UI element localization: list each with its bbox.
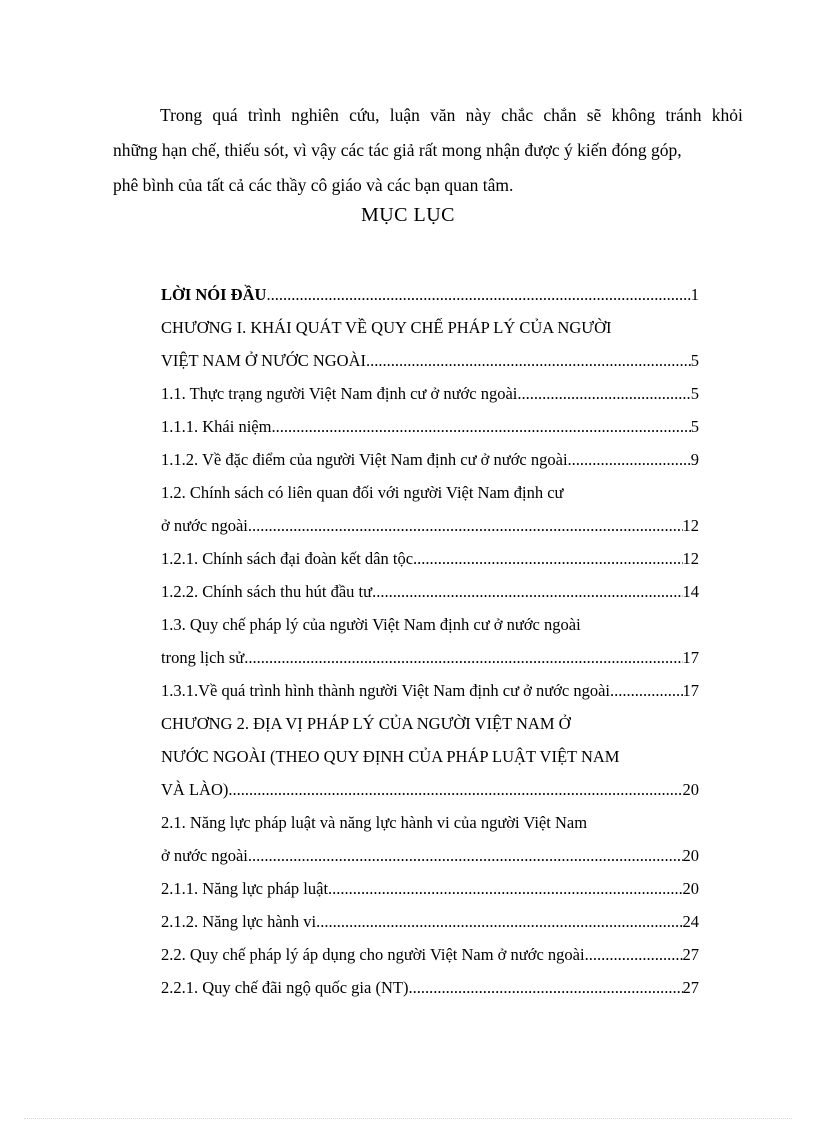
dot-leader	[372, 575, 682, 608]
intro-word: nghiên	[291, 105, 339, 125]
toc-entry[interactable]	[161, 476, 699, 509]
intro-word: trình	[247, 105, 281, 125]
toc-entry-title: 2.2.1. Quy chế đãi ngộ quốc gia (NT)	[161, 978, 409, 997]
toc-page-number: 1	[690, 285, 699, 304]
toc-entry-title: 1.2.1. Chính sách đại đoàn kết dân tộc	[161, 549, 414, 568]
toc-entry-title: 1.1.1. Khái niệm	[161, 417, 272, 436]
toc-entry[interactable]	[161, 641, 699, 674]
toc-entry-title: 1.2. Chính sách có liên quan đối với người Việt Nam định cư	[161, 483, 564, 502]
intro-line	[113, 98, 743, 133]
intro-word: quá	[212, 105, 238, 125]
toc-entry[interactable]	[161, 509, 699, 542]
toc-entry-title: 2.1. Năng lực pháp luật và năng lực hành vi của người Việt Nam	[161, 813, 588, 832]
toc-page-number: 12	[682, 516, 699, 535]
dot-leader	[244, 641, 682, 674]
toc-page-number: 5	[690, 384, 699, 403]
page-divider	[24, 1118, 792, 1119]
toc-entry[interactable]	[161, 938, 699, 971]
dot-leader	[585, 938, 683, 971]
toc-entry[interactable]	[161, 905, 699, 938]
dot-leader	[408, 971, 682, 1004]
dot-leader	[328, 872, 682, 905]
toc-page-number: 27	[682, 945, 699, 964]
toc-entry-title: 2.1.2. Năng lực hành vi	[161, 912, 317, 931]
toc-page-number: 27	[682, 978, 699, 997]
dot-leader	[517, 377, 690, 410]
toc-entry-title: VIỆT NAM Ở NƯỚC NGOÀI	[161, 351, 366, 370]
toc-page-number: 5	[690, 417, 699, 436]
toc-entry-title: trong lịch sử	[161, 648, 245, 667]
dot-leader	[248, 839, 683, 872]
intro-word: luận	[389, 105, 420, 125]
toc-page-number: 20	[682, 780, 699, 799]
toc-entry[interactable]	[161, 707, 699, 740]
intro-line: phê bình của tất cả các thầy cô giáo và các bạn quan tâm.	[113, 175, 514, 195]
toc-page-number: 5	[690, 351, 699, 370]
toc-page-number: 14	[682, 582, 699, 601]
intro-word: văn	[430, 105, 456, 125]
dot-leader	[316, 905, 682, 938]
dot-leader	[413, 542, 682, 575]
toc-entry-title: ở nước ngoài	[161, 516, 248, 535]
intro-word: khỏi	[711, 105, 743, 125]
toc-entry[interactable]	[161, 542, 699, 575]
toc-page-number: 20	[682, 879, 699, 898]
dot-leader	[568, 443, 691, 476]
toc-page-number: 12	[682, 549, 699, 568]
toc-page-number: 9	[690, 450, 699, 469]
toc-entry[interactable]	[161, 344, 699, 377]
toc-entry[interactable]	[161, 806, 699, 839]
toc-page-number: 24	[682, 912, 699, 931]
toc-entry-title: 1.1.2. Về đặc điểm của người Việt Nam định cư ở nước ngoài	[161, 450, 568, 469]
toc-entry-title: VÀ LÀO)	[161, 780, 229, 799]
toc-entry[interactable]	[161, 773, 699, 806]
toc-entry-title: LỜI NÓI ĐẦU	[161, 285, 267, 304]
intro-word: Trong	[160, 105, 203, 125]
toc-entry[interactable]	[161, 839, 699, 872]
toc-entry[interactable]	[161, 311, 699, 344]
toc-entry[interactable]	[161, 608, 699, 641]
toc-entry[interactable]	[161, 410, 699, 443]
toc-entry-title: ở nước ngoài	[161, 846, 248, 865]
dot-leader	[366, 344, 691, 377]
dot-leader	[271, 410, 690, 443]
toc-entry[interactable]	[161, 377, 699, 410]
toc-entry[interactable]	[161, 443, 699, 476]
toc-entry-title: 1.3. Quy chế pháp lý của người Việt Nam định cư ở nước ngoài	[161, 615, 581, 634]
toc-page-number: 17	[682, 648, 699, 667]
dot-leader	[228, 773, 682, 806]
intro-word: chắc	[501, 105, 534, 125]
toc-entry[interactable]	[161, 971, 699, 1004]
toc-page-number: 17	[682, 681, 699, 700]
dot-leader	[266, 278, 690, 311]
intro-word: không	[611, 105, 656, 125]
toc-entry[interactable]	[161, 872, 699, 905]
dot-leader	[610, 674, 682, 707]
toc-page-number: 20	[682, 846, 699, 865]
toc-entry-title: 1.1. Thực trạng người Việt Nam định cư ở nước ngoài	[161, 384, 518, 403]
toc-entry-title: 1.3.1.Về quá trình hình thành người Việt Nam định cư ở nước ngoài	[161, 681, 611, 700]
toc-entry-title: CHƯƠNG 2. ĐỊA VỊ PHÁP LÝ CỦA NGƯỜI VIỆT NAM Ở	[161, 714, 571, 733]
intro-word: sẽ	[586, 105, 602, 125]
toc-entry-title: CHƯƠNG I. KHÁI QUÁT VỀ QUY CHẾ PHÁP LÝ CỦA NGƯỜI	[161, 318, 612, 337]
dot-leader	[248, 509, 683, 542]
toc-entry[interactable]	[161, 278, 699, 311]
toc-entry[interactable]	[161, 740, 699, 773]
intro-line: những hạn chế, thiếu sót, vì vậy các tác giả rất mong nhận được ý kiến đóng góp,	[113, 140, 682, 160]
intro-word: tránh	[665, 105, 702, 125]
intro-word: này	[465, 105, 491, 125]
intro-word: chắn	[543, 105, 577, 125]
intro-paragraph	[113, 98, 743, 203]
table-of-contents	[161, 278, 699, 1004]
toc-heading: MỤC LỤC	[360, 204, 456, 226]
toc-entry[interactable]	[161, 575, 699, 608]
toc-entry-title: 1.2.2. Chính sách thu hút đầu tư	[161, 582, 373, 601]
toc-entry-title: NƯỚC NGOÀI (THEO QUY ĐỊNH CỦA PHÁP LUẬT VIỆT NAM	[161, 747, 620, 766]
toc-entry[interactable]	[161, 674, 699, 707]
toc-entry-title: 2.1.1. Năng lực pháp luật	[161, 879, 329, 898]
intro-word: cứu,	[349, 105, 380, 125]
toc-entry-title: 2.2. Quy chế pháp lý áp dụng cho người Việt Nam ở nước ngoài	[161, 945, 585, 964]
